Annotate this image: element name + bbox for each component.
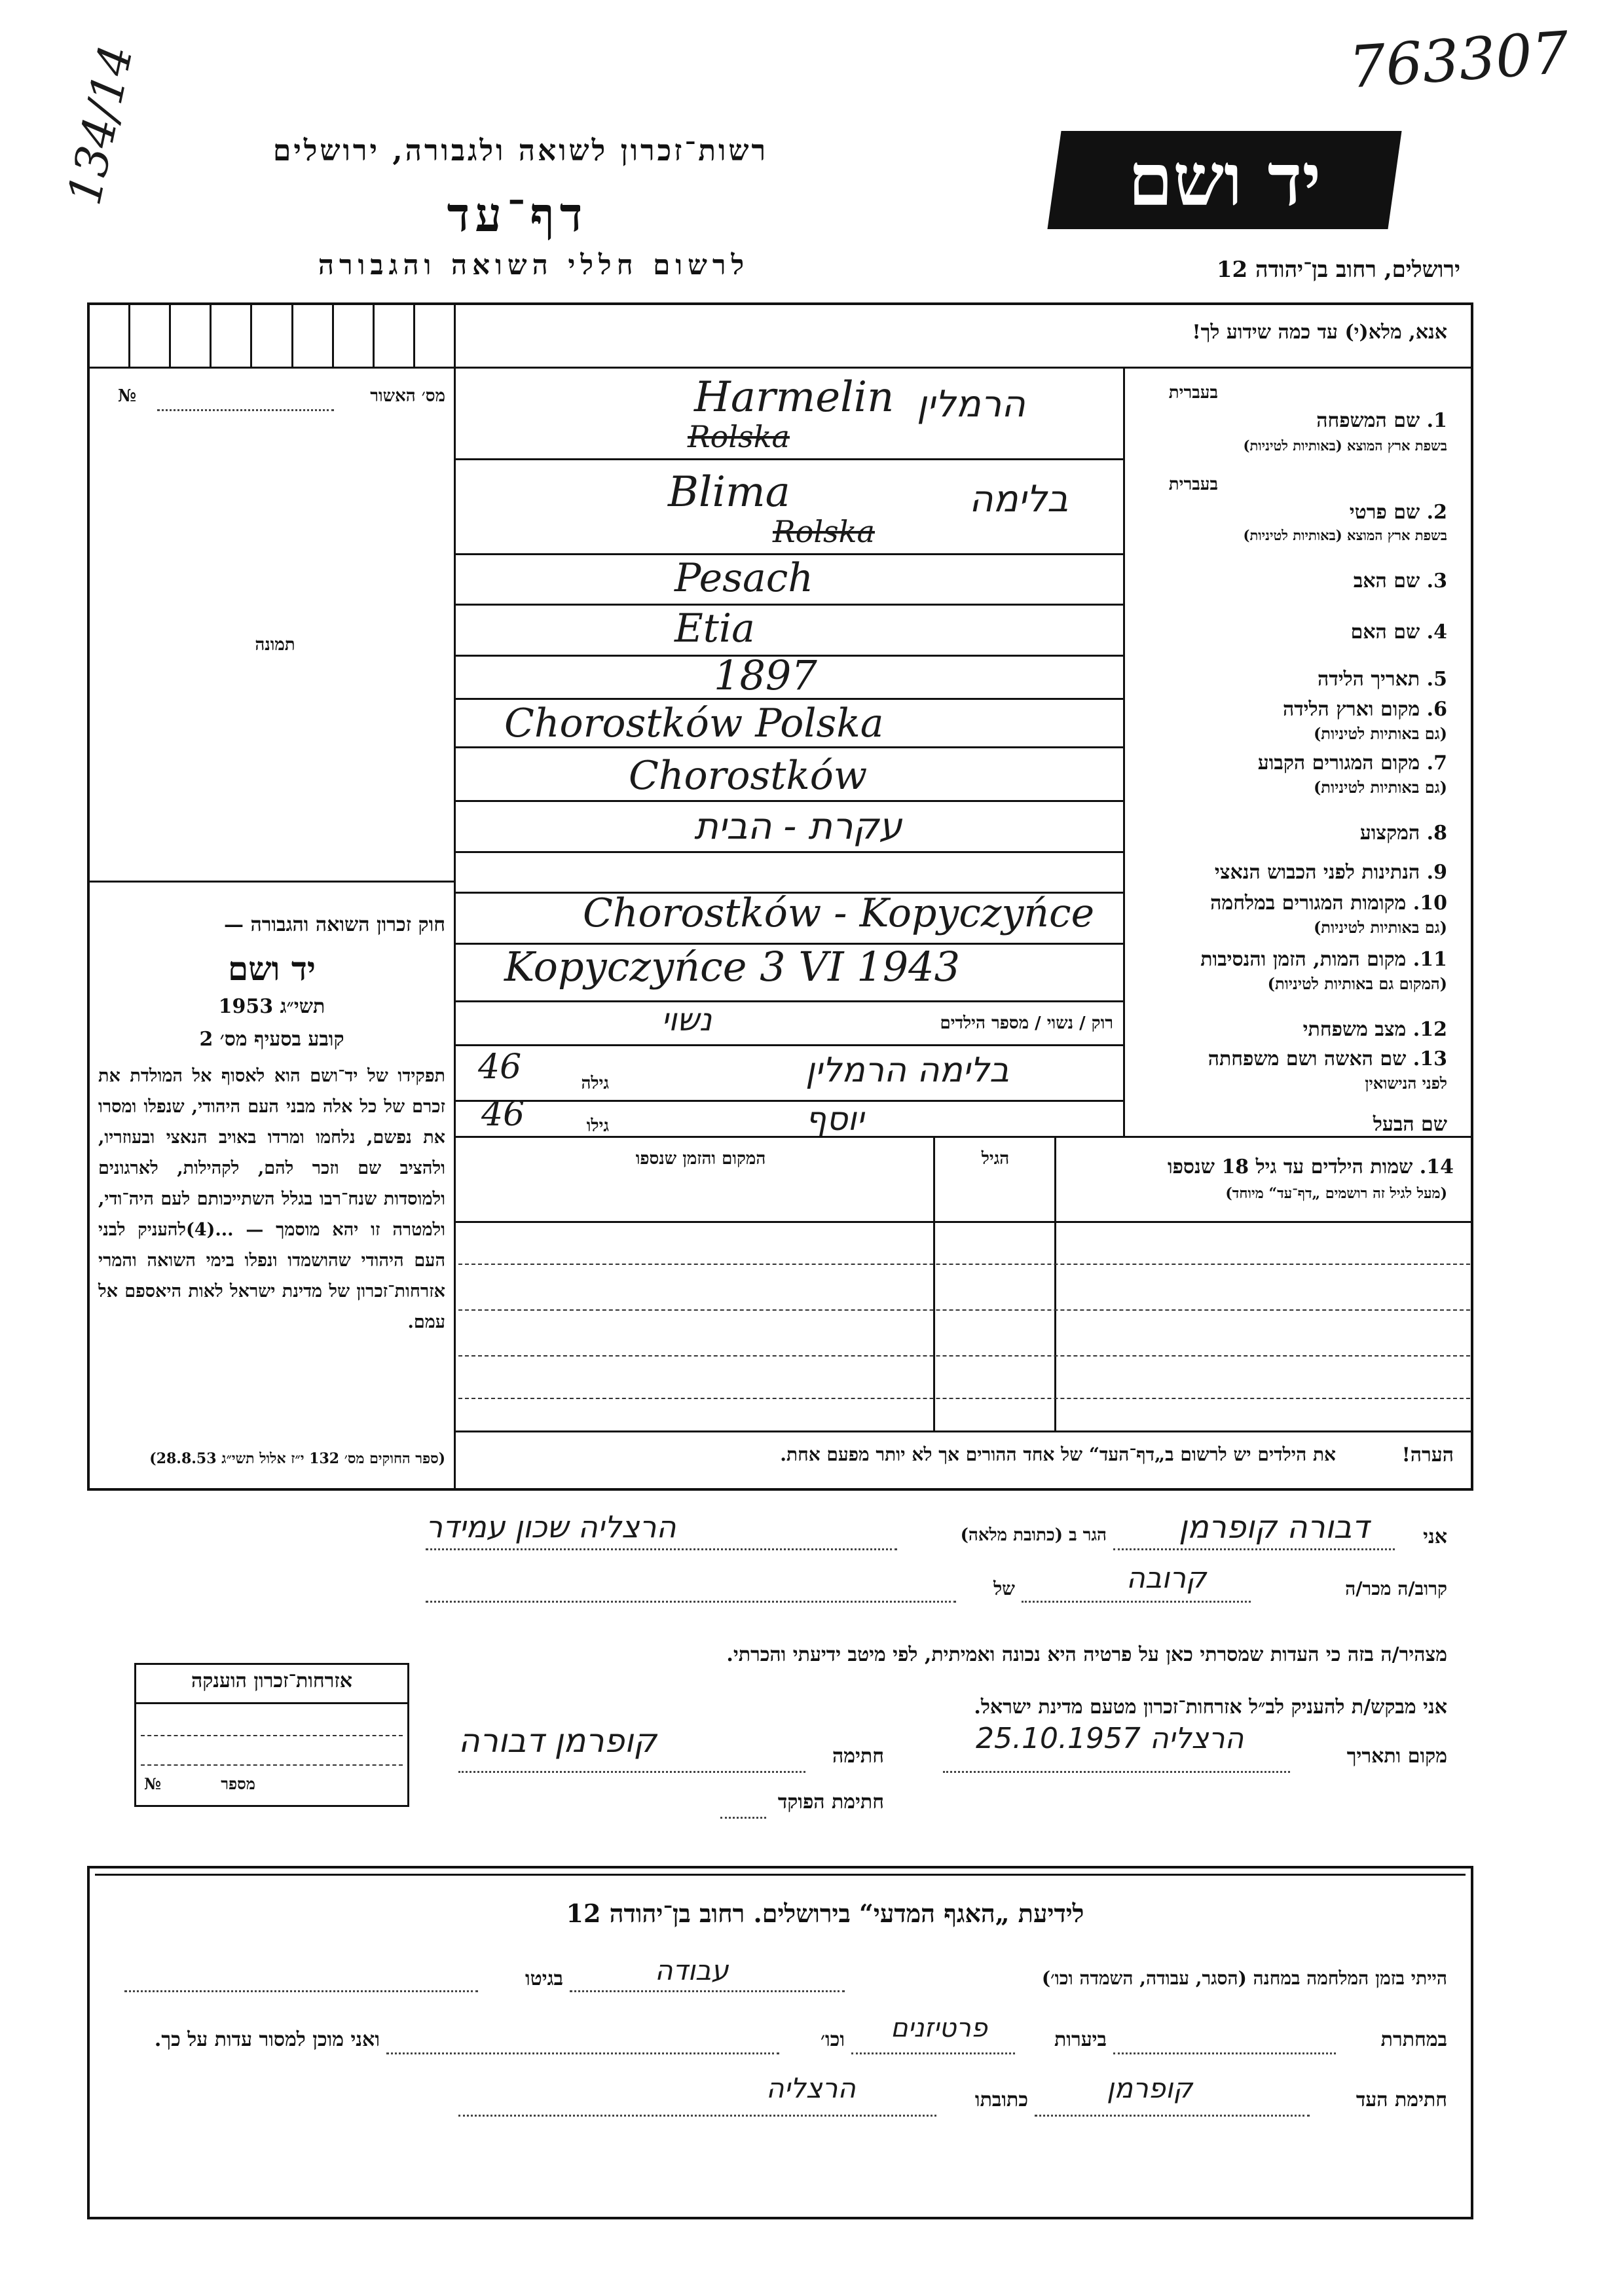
field-6-name: מקום וארץ הלידה [1282,698,1420,721]
official-signature-label: חתימת הפוקד [777,1791,884,1813]
footer-address-value: הרצליה [766,2072,856,2104]
field-1-value-hebrew: הרמלין [917,383,1025,426]
field-9-label [1133,861,1447,884]
field-4-num: 4. [1426,621,1447,644]
field-1-sub-hebrew: בעברית [1168,383,1218,403]
husband-value: יוסף [805,1100,864,1138]
age-value-female: 46 [478,1048,522,1087]
field-6-num: 6. [1426,698,1447,721]
children-num: 14. [1419,1156,1454,1178]
field-8-label [1133,822,1447,845]
footer-camp-label: הייתי בזמן המלחמה במחנה (הסגר, עבודה, השמדה וכו׳) [1041,1967,1447,1989]
signature-label: חתימה [832,1745,884,1768]
form-title: דף־עד [447,187,588,242]
footer-witness-sig-label: חתימת העד [1356,2088,1447,2111]
field-6-sub: (גם באותיות לטיניות) [1313,724,1447,743]
field-5-num: 5. [1426,668,1447,691]
field-10-num: 10. [1412,892,1447,915]
approval-number-symbol: № [118,386,137,406]
field-10-value: Chorostków - Kopyczyńce [583,890,1095,936]
field-10-sub: (גם באותיות לטיניות) [1313,918,1447,937]
field-13-sub: לפני הנישואין [1365,1074,1447,1093]
citizenship-box-title: אזרחות־זכרון הוענקה [191,1669,353,1692]
husband-label: שם הבעל [1373,1113,1447,1136]
field-1-value-struck: Rolska [688,419,790,454]
declarant-address: הרצליה שכון עמידר [426,1509,676,1544]
law-title: חוק זכרון השואה והגבורה — [224,913,445,936]
field-4-label [1133,621,1447,644]
field-4-value: Etia [674,606,755,651]
field-6-value: Chorostków Polska [504,701,884,746]
relation-value: קרובה [1126,1561,1207,1595]
address: ירושלים, רחוב בן־יהודה 12 [1216,257,1460,283]
form-intro: אנא, מלא(י) עד כמה שידוע לך! [1192,321,1447,344]
field-1-num: 1. [1426,409,1447,432]
place-date-value: הרצליה 25.10.1957 [976,1722,1244,1755]
footer-address-label: כתובתו [974,2088,1028,2111]
footer-etc-label: וכו׳ [821,2028,845,2051]
corner-annotation: 134/14 [57,41,143,210]
place-date-label: מקום ותאריך [1346,1745,1447,1768]
signature-value: קופרמן דבורה [458,1722,657,1760]
citizenship-number-symbol: № [144,1774,162,1793]
field-5-value: 1897 [714,651,817,699]
law-year: תשי״ג 1953 [218,995,325,1018]
children-title [1061,1156,1454,1178]
archive-number: 763307 [1346,18,1572,101]
footer-ghetto-label: בגיטו [525,1967,563,1990]
footer-forests-label: ביערות [1054,2028,1107,2051]
field-2-num: 2. [1426,501,1447,524]
footer-forests-value: פרטיזנים [891,2013,987,2043]
field-2-value-hebrew: בלימה [969,478,1069,520]
request-text: אני מבקש/ת להעניק לב״ל אזרחות־זכרון מטעם מדינת ישראל. [974,1696,1447,1719]
field-2-name: שם פרטי [1349,501,1420,524]
field-11-num: 11. [1412,948,1447,971]
declaration-prefix: אני [1423,1525,1447,1548]
field-12-name: מצב משפחתי [1302,1018,1407,1041]
field-1-label [1133,409,1447,432]
field-3-label [1133,570,1447,592]
field-10-name: מקומות המגורים במלחמה [1210,892,1407,915]
field-6-label [1133,698,1447,721]
field-12-num: 12. [1412,1018,1447,1041]
footer-ready-text: ואני מוכן למסור עדות על כך. [154,2028,380,2051]
field-2-sub-latin: בשפת ארץ המוצא (באותיות לטיניות) [1243,527,1447,543]
field-7-num: 7. [1426,752,1447,774]
law-clause: קובע בסעיף מס׳ 2 [199,1028,344,1051]
field-11-name: מקום המות, הזמן והנסיבות [1200,948,1407,971]
field-1-value-latin: Harmelin [694,373,895,422]
field-9-name: הנתינות לפני הכבוש הנאצי [1214,861,1420,884]
field-5-name: תאריך הלידה [1318,668,1420,691]
field-4-name: שם האם [1350,621,1420,644]
field-2-value-struck: Rolska [773,514,875,549]
field-3-num: 3. [1426,570,1447,592]
field-7-value: Chorostków [629,753,868,799]
field-2-value-latin: Blima [668,468,790,517]
field-11-value: Kopyczyńce 3 VI 1943 [504,943,961,991]
resides-at-label: הגר ב (כתובת מלאה) [960,1525,1107,1545]
age-value-male: 46 [481,1095,525,1134]
citizenship-number-label: מספר [221,1774,255,1793]
field-3-name: שם האב [1353,570,1420,592]
field-7-label [1133,752,1447,774]
law-reference: (ספר החוקים מס׳ 132 י״ז אלול תשי״ג 28.8.53) [149,1450,445,1467]
declare-text: מצהיר/ה בזה כי העדות שמסרתי כאן על פרטיה היא נכונה ואמיתית, לפי מיטב ידיעתי והכרתי. [726,1643,1447,1666]
field-8-num: 8. [1426,822,1447,845]
form-subtitle: לרשום חללי השואה והגבורה [318,249,750,281]
field-7-sub: (גם באותיות לטיניות) [1313,778,1447,797]
logo-text: יד ושם [1128,137,1321,222]
field-2-label [1133,501,1447,524]
age-label-male: גילו [586,1116,609,1136]
children-title-text: שמות הילדים עד גיל 18 שנספו [1167,1156,1413,1178]
approval-number-label: מס׳ האשור [370,386,445,406]
footer-camp-value: עבודה [655,1954,729,1986]
footer-title: לידיעת „האגף המדעי“ בירושלים. רחוב בן־יהודה 12 [566,1899,1084,1928]
field-8-name: המקצוע [1359,822,1420,845]
authority-name: רשות־זכרון לשואה ולגבורה, ירושלים [272,134,769,168]
children-col-place: המקום והזמן שנספו [635,1149,766,1169]
note-text: את הילדים יש לרשום ב„דף־העד“ של אחד ההורים אך לא יותר מפעם אחת. [780,1444,1336,1465]
photo-label: תמונה [255,635,295,655]
note-label: הערה! [1401,1444,1454,1467]
yad-vashem-logo [1047,131,1401,229]
field-9-num: 9. [1426,861,1447,884]
law-name: יד ושם [228,949,316,988]
field-10-label [1133,892,1447,915]
footer-underground-label: במחתרת [1380,2028,1447,2051]
approval-tick-boxes [90,305,454,367]
law-text: תפקידו של יד־ושם הוא לאסוף אל המולדת את זכרם של כל אלה מבני העם היהודי, שנפלו ומסרו את נפשם, נלחמו ומרדו באויב הנאצי ובעוזריו, ולהציב שם וזכר להם, לקהילות, לארגונים ולמוסדות שנח־רבו בגלל השתייכותם לעם היה־ודי, ולמטרה זו יהא מוסמך — ...(4)להעניק לבני העם היהודי שהושמדו ונפלו בימי השואה והמרי אזרחות־זכרון של מדינת ישראל לאות היאספם אל עמם. [98,1066,445,1332]
marital-options: רוק / נשוי / מספר הילדים [940,1013,1113,1033]
field-13-label [1133,1048,1447,1070]
declarant-name: דבורה קופרמן [1179,1509,1369,1546]
field-13-num: 13. [1412,1048,1447,1070]
field-11-sub: (המקום גם באותיות לטיניות) [1267,974,1447,993]
field-1-sub-latin: בשפת ארץ המוצא (באותיות לטיניות) [1243,437,1447,454]
field-7-name: מקום המגורים הקבוע [1257,752,1420,774]
field-13-name: שם האשה ושם משפחתה [1208,1048,1407,1070]
field-8-value: עקרת - הבית [694,805,902,848]
field-12-value: נשוי [661,1002,712,1038]
field-13-value: בלימה הרמלין [805,1051,1010,1090]
field-11-label [1133,948,1447,971]
field-5-label [1133,668,1447,691]
of-label: של [993,1578,1015,1599]
field-3-value: Pesach [674,555,813,601]
relation-label: קרוב/ה מכר/ה [1345,1578,1447,1599]
children-sub: (מעל לגיל זה רושמים „דף־עד“ מיוחד) [1225,1185,1447,1202]
field-12-label [1133,1018,1447,1041]
children-col-age: הגיל [981,1149,1010,1169]
field-1-name: שם המשפחה [1316,409,1420,432]
footer-witness-sig-value: קופרמן [1107,2072,1193,2104]
age-label-female: גילה [581,1074,609,1093]
field-2-sub-hebrew: בעברית [1168,475,1218,494]
